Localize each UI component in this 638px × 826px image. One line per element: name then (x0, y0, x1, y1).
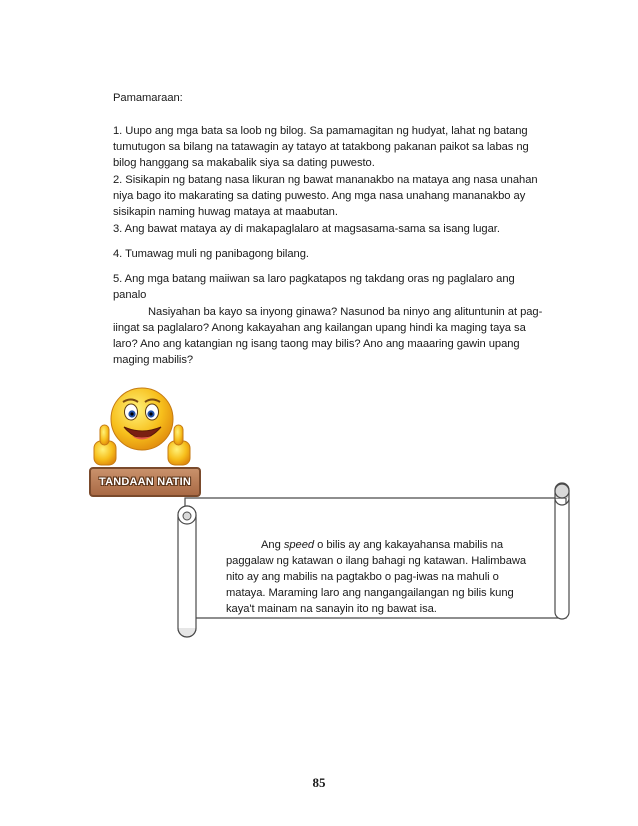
badge-label: TANDAAN NATIN (98, 476, 191, 488)
page-number: 85 (312, 775, 326, 790)
step-3: 3. Ang bawat mataya ay di makapaglalaro at magsasama-sama sa isang lugar. (113, 223, 500, 235)
note-prefix: Ang (261, 539, 284, 551)
note-term: speed (283, 539, 315, 551)
step-2: 2. Sisikapin ng batang nasa likuran ng bawat mananakbo na mataya ang nasa unahan niya bago ito makarating sa dating puwesto. Ang mga nasa unahang mananakbo ay sisikapin naming huwag mataya at maabutan. (113, 174, 538, 218)
tandaan-note (226, 537, 536, 617)
step-1: 1. Uupo ang mga bata sa loob ng bilog. Sa pamamagitan ng hudyat, lahat ng batang tumutugon sa bilang na tatawagin ay tatayo at tatakbong pakanan paikot sa labas ng bilog hanggang sa makabalik siya sa dating puwesto. (113, 125, 529, 169)
note-body: o bilis ay ang kakayahansa mabilis na paggalaw ng katawan o ilang bahagi ng katawan. Halimbawa nito ay ang mabilis na pagtakbo o pag-iwas na mahuli o mataya. Maraming laro ang nangangailangan ng bilis kung kaya't mainam na sanayin ito ng bawat isa. (226, 539, 527, 615)
reflection-questions: Nasiyahan ba kayo sa inyong ginawa? Nasunod ba ninyo ang alituntunin at pag-iingat sa paglalaro? Anong kakayahan ang kailangan upang hindi ka maging taya sa laro? Ano ang katangian ng isang taong may bilis? Ano ang maaaring gawin upang maging mabilis? (113, 306, 543, 366)
step-5: 5. Ang mga batang maiiwan sa laro pagkatapos ng takdang oras ng paglalaro ang panalo (113, 273, 515, 301)
section-heading: Pamamaraan: (113, 92, 183, 104)
step-4: 4. Tumawag muli ng panibagong bilang. (113, 248, 309, 260)
